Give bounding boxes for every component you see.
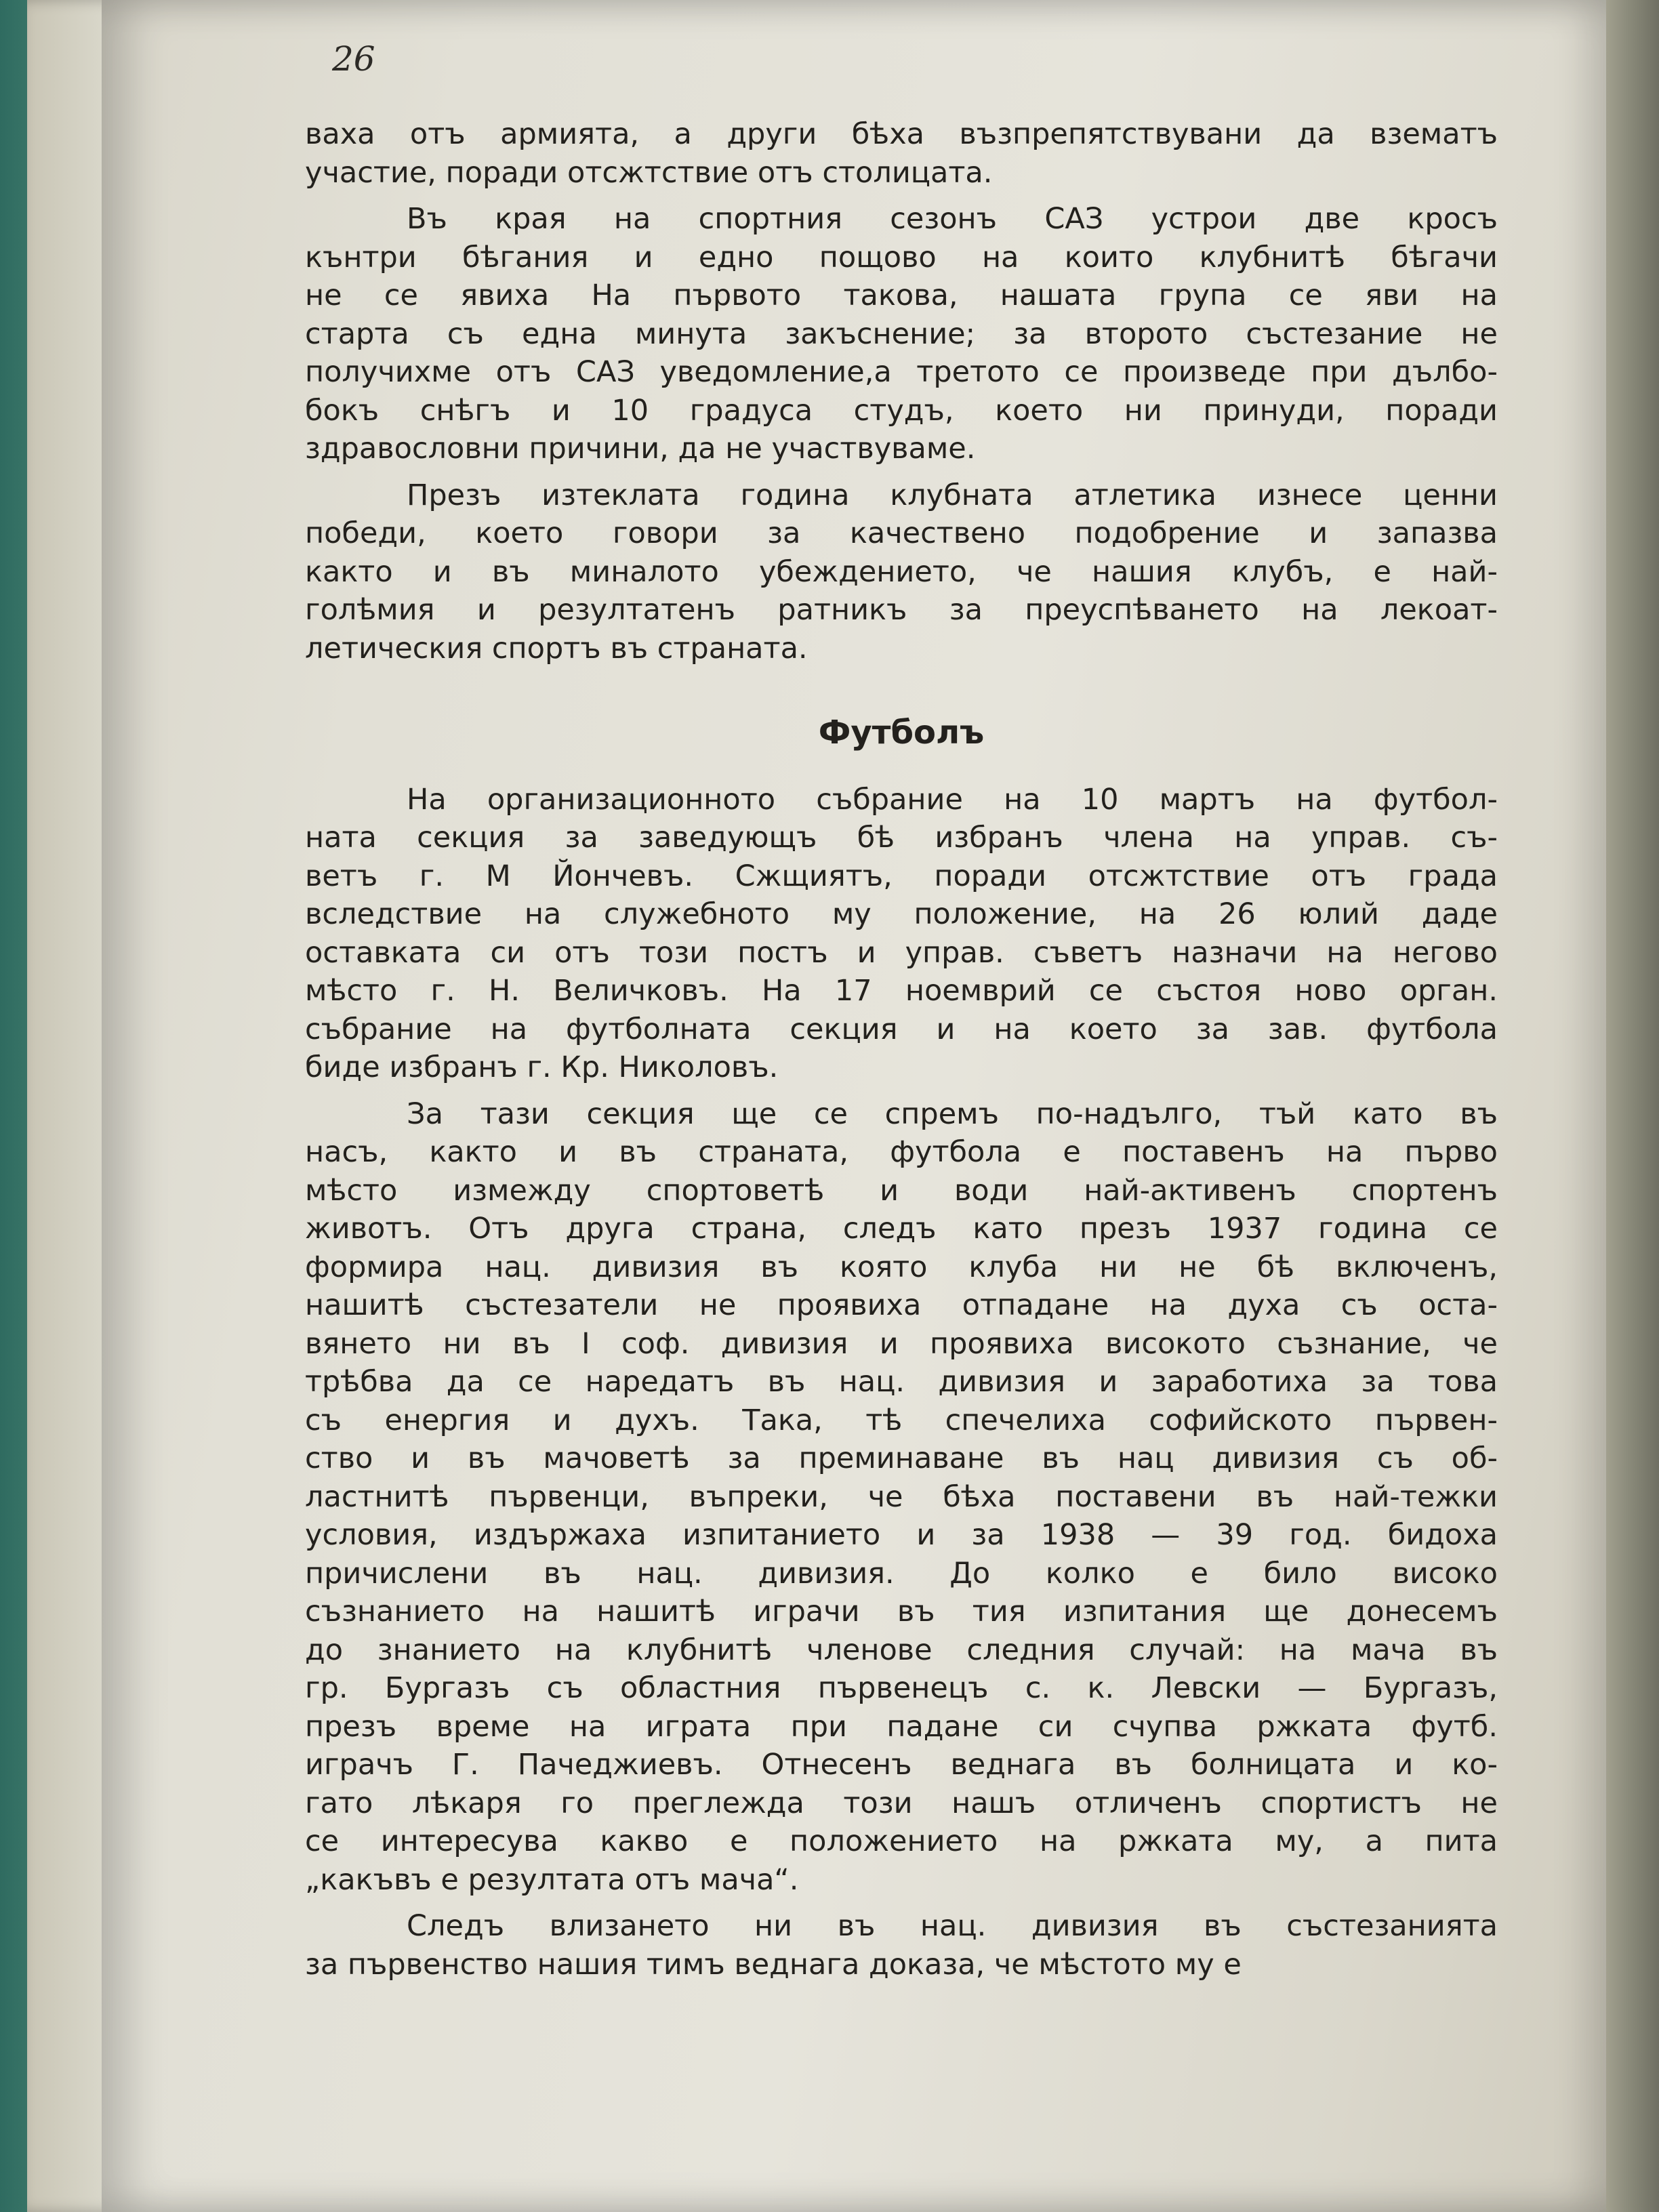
text-line: ство и въ мачоветѣ за преминаване въ нац дивизия съ об-	[305, 1441, 1498, 1475]
page-text	[305, 115, 1498, 1984]
text-line: старта съ една минута закъснение; за второто състезание не	[305, 316, 1498, 351]
text-line: причислени въ нац. дивизия. До колко е било високо	[305, 1556, 1498, 1591]
text-line: съзнанието на нашитѣ играчи въ тия изпитания ще донесемъ	[305, 1595, 1498, 1629]
section-heading-football: Футболъ	[818, 714, 985, 752]
text-line: насъ, както и въ страната, футбола е поставенъ на първо	[305, 1135, 1498, 1169]
text-line: гр. Бургазъ съ областния първенецъ с. к. Левски — Бургазъ,	[305, 1671, 1498, 1705]
text-line: победи, което говори за качествено подобрение и запазва	[305, 516, 1498, 550]
text-line: ветъ г. М Йончевъ. Сжщиятъ, поради отсжтствие отъ града	[305, 859, 1498, 893]
section-athletics-text	[305, 115, 1498, 668]
text-line: участие, поради отсжтствие отъ столицата.	[305, 155, 993, 190]
text-line: вследствие на служебното му положение, на 26 юлий даде	[305, 897, 1498, 931]
text-line: ластнитѣ първенци, въпреки, че бѣха поставени въ най-тежки	[305, 1479, 1498, 1514]
text-line: за първенство нашия тимъ веднага доказа, че мѣстото му е	[305, 1947, 1242, 1982]
paragraph	[305, 1095, 1498, 1900]
page-number: 26	[332, 39, 375, 79]
text-line: се интересува какво е положението на ржката му, а пита	[305, 1824, 1498, 1858]
text-line: мѣсто измежду спортоветѣ и води най-активенъ спортенъ	[305, 1173, 1498, 1208]
text-line: както и въ миналото убеждението, че нашия клубъ, е най-	[305, 554, 1498, 589]
paragraph	[305, 115, 1498, 192]
text-line: „какъвъ е резултата отъ мача“.	[305, 1862, 799, 1897]
text-line: трѣбва да се наредатъ въ нац. дивизия и заработиха за това	[305, 1365, 1498, 1399]
text-line: Следъ влизането ни въ нац. дивизия въ състезанията	[407, 1909, 1498, 1943]
text-line: съ енергия и духъ. Така, тѣ спечелиха софийското първен-	[305, 1403, 1498, 1437]
text-line: Презъ изтеклата година клубната атлетика изнесе ценни	[407, 478, 1498, 512]
text-line: летическия спортъ въ страната.	[305, 631, 808, 665]
text-line: гато лѣкаря го преглежда този нашъ отличенъ спортистъ не	[305, 1786, 1498, 1820]
text-line: За тази секция ще се спремъ по-надълго, тъй като въ	[407, 1097, 1498, 1131]
text-line: оставката си отъ този постъ и управ. съветъ назначи на негово	[305, 935, 1498, 970]
text-line: ната секция за заведующъ бѣ избранъ члена на управ. съ-	[305, 821, 1498, 855]
text-line: условия, издържаха изпитанието и за 1938 — 39 год. бидоха	[305, 1518, 1498, 1552]
text-line: здравословни причини, да не участвуваме.	[305, 432, 976, 466]
text-line: бокъ снѣгъ и 10 градуса студъ, което ни принуди, поради	[305, 393, 1498, 428]
paragraph	[305, 200, 1498, 468]
text-line: презъ време на играта при падане си счупва ржката футб.	[305, 1709, 1498, 1744]
text-line: вянето ни въ I соф. дивизия и проявиха високото съзнание, че	[305, 1326, 1498, 1361]
text-line: до знанието на клубнитѣ членове следния случай: на мача въ	[305, 1633, 1498, 1667]
text-line: получихме отъ САЗ уведомление,а третото се произведе при дълбо-	[305, 355, 1498, 389]
text-line: кънтри бѣгания и едно пощово на които клубнитѣ бѣгачи	[305, 240, 1498, 274]
section-football-text	[305, 781, 1498, 1984]
text-line: нашитѣ състезатели не проявиха отпадане на духа съ оста-	[305, 1288, 1498, 1322]
text-line: Въ края на спортния сезонъ САЗ устрои две кросъ	[407, 202, 1498, 236]
text-line: формира нац. дивизия въ която клуба ни не бѣ включенъ,	[305, 1250, 1498, 1284]
text-line: биде избранъ г. Кр. Николовъ.	[305, 1050, 779, 1084]
text-line: животъ. Отъ друга страна, следъ като презъ 1937 година се	[305, 1212, 1498, 1246]
paragraph	[305, 476, 1498, 668]
paragraph	[305, 1907, 1498, 1984]
text-line: играчъ Г. Пачеджиевъ. Отнесенъ веднага въ болницата и ко-	[305, 1748, 1498, 1782]
text-line: мѣсто г. Н. Величковъ. На 17 ноемврий се състоя ново орган.	[305, 974, 1498, 1008]
text-line: голѣмия и резултатенъ ратникъ за преуспѣването на лекоат-	[305, 593, 1498, 627]
text-line: ваха отъ армията, а други бѣха възпрепятствувани да взематъ	[305, 117, 1498, 151]
text-line: не се явиха На първото такова, нашата група се яви на	[305, 279, 1498, 312]
text-line: събрание на футболната секция и на което за зав. футбола	[305, 1012, 1498, 1046]
text-line: На организационното събрание на 10 мартъ на футбол-	[407, 782, 1498, 817]
paragraph	[305, 781, 1498, 1087]
